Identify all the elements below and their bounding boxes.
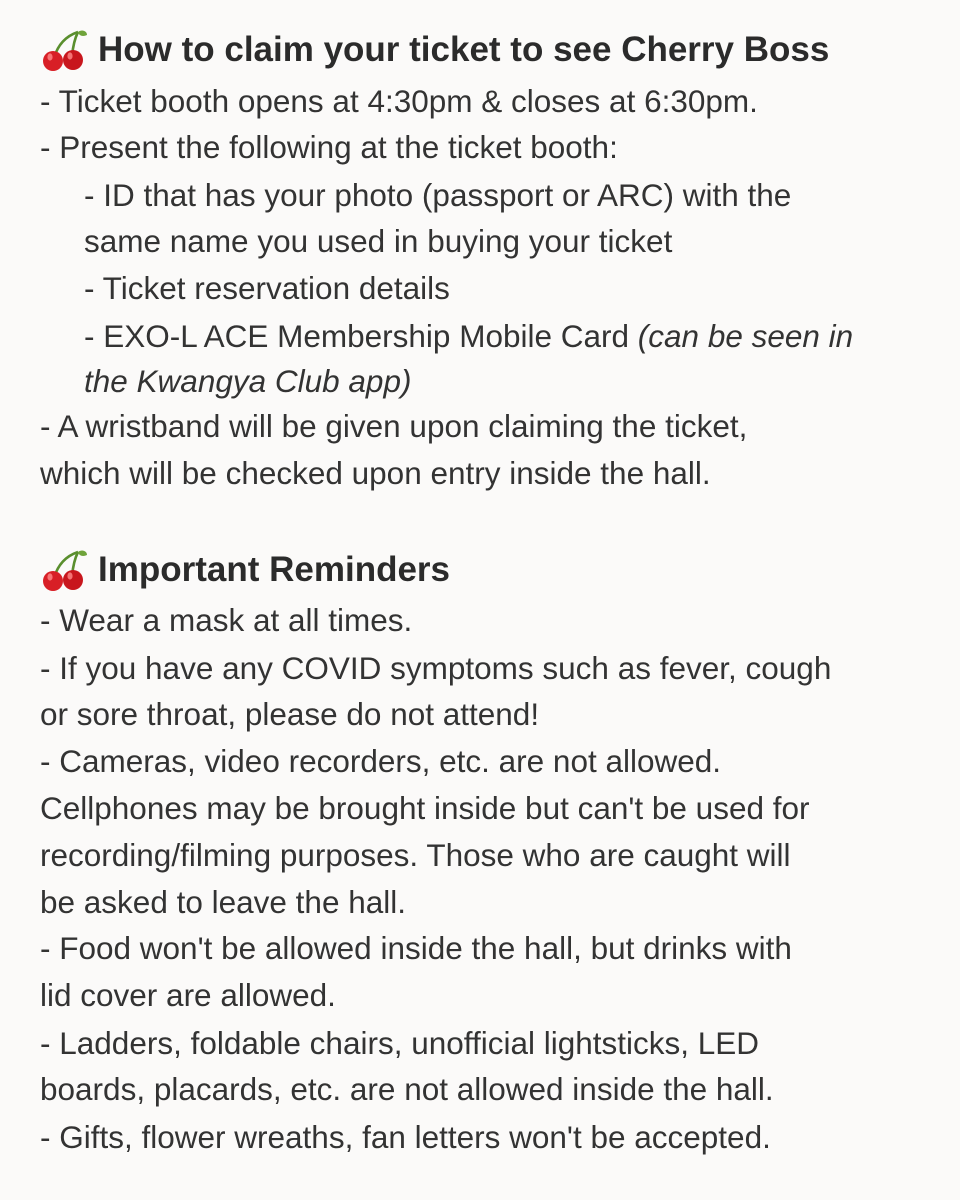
text-line-membership bbox=[84, 316, 853, 356]
text-line: - Wear a mask at all times. bbox=[40, 602, 413, 638]
text-line: be asked to leave the hall. bbox=[40, 884, 407, 920]
text-line: - Ladders, foldable chairs, unofficial lightsticks, LED bbox=[40, 1025, 760, 1061]
text-line: - If you have any COVID symptoms such as fever, cough bbox=[40, 650, 832, 686]
text-line: - ID that has your photo (passport or ARC) with the bbox=[84, 177, 792, 213]
section-heading-ticket-claim bbox=[40, 28, 829, 72]
text-line: - Gifts, flower wreaths, fan letters won't be accepted. bbox=[40, 1119, 771, 1155]
text-line: recording/filming purposes. Those who are caught will bbox=[40, 837, 791, 873]
text-line: lid cover are allowed. bbox=[40, 977, 336, 1013]
cherry-icon bbox=[40, 28, 90, 72]
membership-card-text: - EXO-L ACE Membership Mobile Card bbox=[84, 318, 630, 354]
text-line: - Present the following at the ticket booth: bbox=[40, 129, 618, 165]
text-line: which will be checked upon entry inside the hall. bbox=[40, 455, 711, 491]
text-line: or sore throat, please do not attend! bbox=[40, 696, 540, 732]
text-line: - Ticket booth opens at 4:30pm & closes at 6:30pm. bbox=[40, 83, 758, 119]
membership-note-continued: the Kwangya Club app) bbox=[84, 363, 412, 399]
text-line: - Cameras, video recorders, etc. are not allowed. bbox=[40, 743, 722, 779]
text-line: - A wristband will be given upon claiming the ticket, bbox=[40, 408, 748, 444]
text-line: - Food won't be allowed inside the hall, but drinks with bbox=[40, 930, 792, 966]
text-line: same name you used in buying your ticket bbox=[84, 223, 673, 259]
cherry-icon bbox=[40, 548, 90, 592]
membership-note: (can be seen in bbox=[637, 318, 854, 354]
section-title: Important Reminders bbox=[98, 550, 450, 589]
section-title: How to claim your ticket to see Cherry Boss bbox=[98, 30, 830, 69]
text-line: - Ticket reservation details bbox=[84, 270, 450, 306]
section-heading-reminders bbox=[40, 548, 450, 592]
text-line: boards, placards, etc. are not allowed inside the hall. bbox=[40, 1071, 774, 1107]
text-line: Cellphones may be brought inside but can't be used for bbox=[40, 790, 810, 826]
